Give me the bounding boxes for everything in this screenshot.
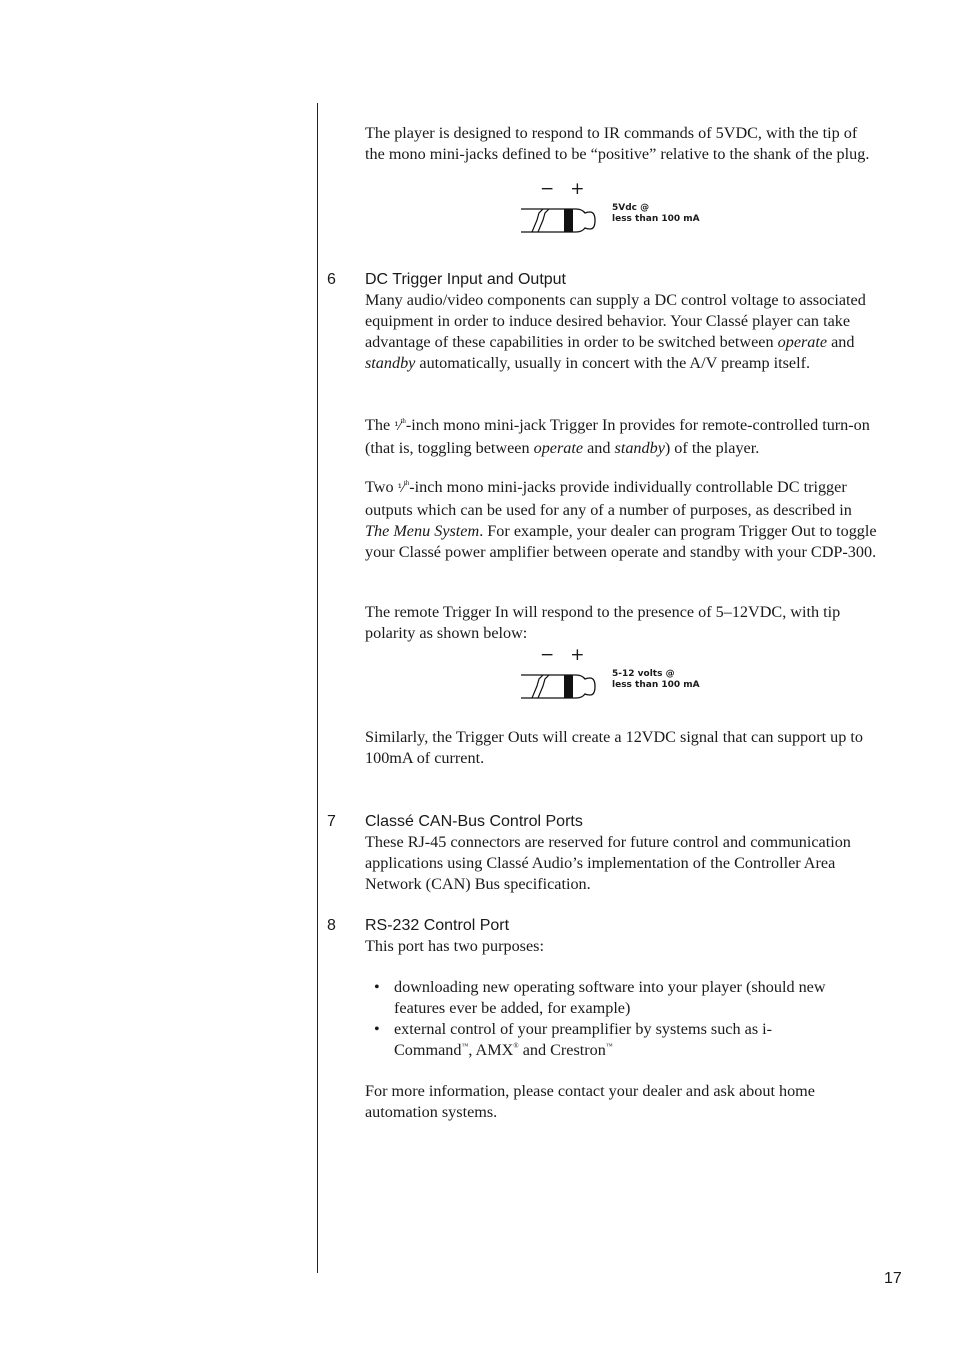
mini-jack-figure-5vdc [516, 180, 716, 236]
mini-jack-figure-5-12v [516, 646, 716, 702]
section-heading: Classé CAN-Bus Control Ports [365, 813, 583, 830]
figure-caption-line1: 5Vdc @ [612, 203, 650, 213]
trademark-symbol: ™ [605, 1042, 613, 1050]
page-number: 17 [884, 1270, 902, 1287]
bullet-icon: • [374, 978, 380, 996]
minus-sign: − [540, 179, 571, 199]
intro-paragraph: The player is designed to respond to IR commands of 5VDC, with the tip of the mono mini-jacks defined to be “positive” relative to the shank of the plug. [365, 124, 870, 163]
body-paragraph: The remote Trigger In will respond to the presence of 5–12VDC, with tip polarity as shown below: [365, 603, 841, 642]
figure-caption-line2: less than 100 mA [612, 214, 700, 224]
section-number: 6 [327, 271, 336, 288]
cross-reference: The Menu System [365, 522, 480, 540]
plus-sign: + [570, 645, 601, 665]
bullet-icon: • [374, 1020, 380, 1038]
registered-symbol: ® [513, 1042, 519, 1050]
section-number: 8 [327, 917, 336, 934]
minus-sign: − [540, 645, 571, 665]
trademark-symbol: ™ [461, 1042, 469, 1050]
margin-rule [317, 103, 318, 1273]
bullet-list [365, 977, 835, 1061]
body-paragraph: These RJ-45 connectors are reserved for future control and communication applications using Classé Audio’s implementation of the Controller Area Network (CAN) Bus specification. [365, 833, 851, 893]
mini-jack-plug-icon [516, 200, 606, 234]
plus-sign: + [570, 179, 601, 199]
body-paragraph: The ⅟$^{th}$-inch mono mini-jack Trigger In provides for remote-controlled turn-on (that is, toggling between operate and standby) of the player. [365, 416, 870, 457]
figure-caption-line1: 5-12 volts @ [612, 669, 675, 679]
body-paragraph: This port has two purposes: [365, 937, 544, 955]
body-paragraph: Similarly, the Trigger Outs will create a 12VDC signal that can support up to 100mA of current. [365, 728, 863, 767]
body-paragraph: Many audio/video components can supply a DC control voltage to associated equipment in order to induce desired behavior. Your Classé player can take advantage of these capabilities in order to be switched between operate and standby automatically, usually in concert with the A/V preamp itself. [365, 291, 866, 372]
list-item: • external control of your preamplifier by systems such as i-Command™, AMX® and Crestron™ [374, 1020, 773, 1059]
list-item: • downloading new operating software into your player (should new features ever be added, for example) [374, 978, 826, 1017]
section-number: 7 [327, 813, 336, 830]
mini-jack-plug-icon [516, 666, 606, 700]
body-paragraph: Two ⅟$^{th}$-inch mono mini-jacks provide individually controllable DC trigger outputs which can be used for any of a number of purposes, as described in The Menu System. For example, your dealer can program Trigger Out to toggle your Classé power amplifier between operate and standby with your CDP-300. [365, 478, 877, 561]
figure-caption-line2: less than 100 mA [612, 680, 700, 690]
section-heading: RS-232 Control Port [365, 917, 510, 934]
section-heading: DC Trigger Input and Output [365, 271, 566, 288]
body-paragraph: For more information, please contact your dealer and ask about home automation systems. [365, 1082, 815, 1121]
